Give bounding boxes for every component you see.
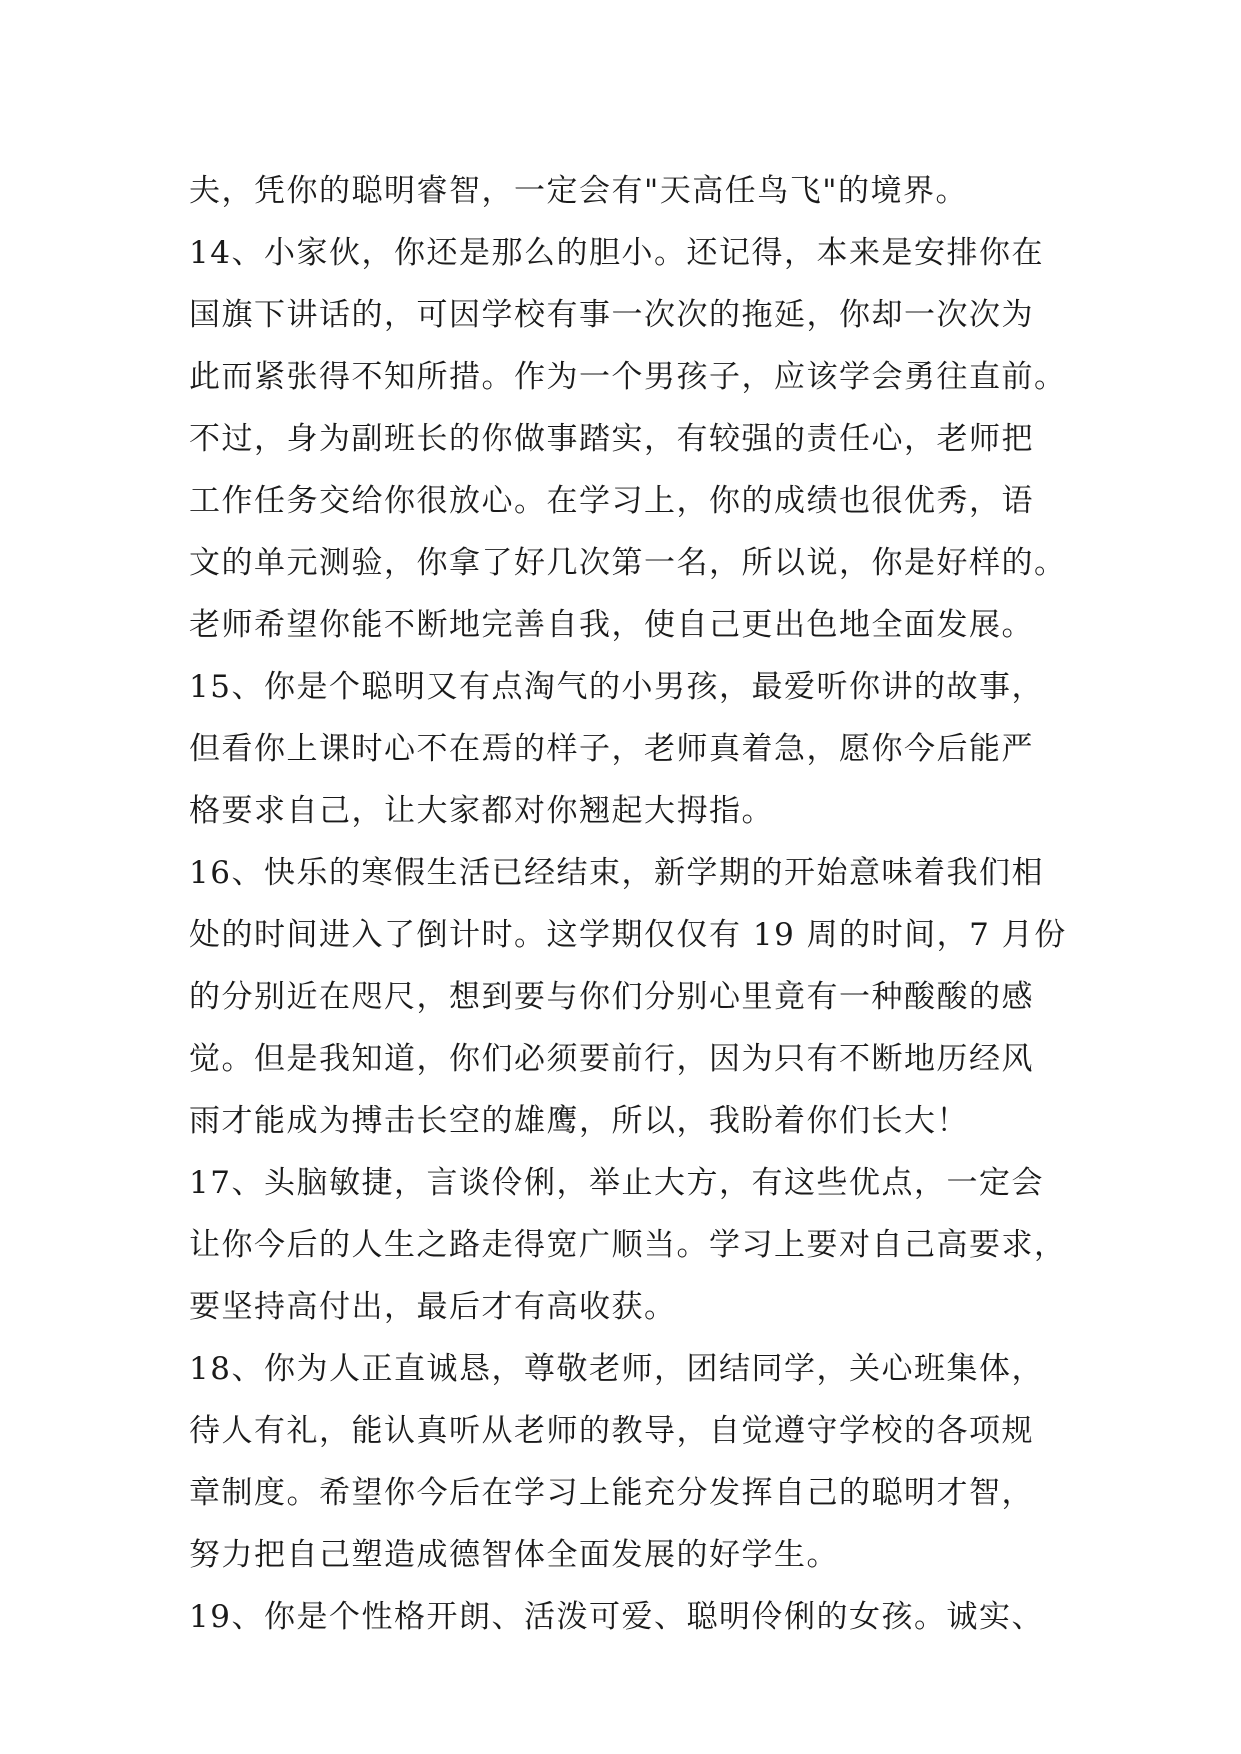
text-line: 要坚持高付出，最后才有高收获。 <box>189 1289 677 1325</box>
text-line: 夫，凭你的聪明睿智，一定会有"天高任鸟飞"的境界。 <box>189 173 969 209</box>
text-line: 14、小家伙，你还是那么的胆小。还记得，本来是安排你在 <box>189 235 1044 271</box>
text-line: 此而紧张得不知所措。作为一个男孩子，应该学会勇往直前。 <box>189 359 1067 395</box>
text-line: 觉。但是我知道，你们必须要前行，因为只有不断地历经风 <box>189 1041 1034 1077</box>
document-body <box>189 160 1069 1648</box>
text-line: 国旗下讲话的，可因学校有事一次次的拖延，你却一次次为 <box>189 297 1034 333</box>
text-line: 老师希望你能不断地完善自我，使自己更出色地全面发展。 <box>189 607 1034 643</box>
text-line: 但看你上课时心不在焉的样子，老师真着急，愿你今后能严 <box>189 731 1034 767</box>
text-line: 努力把自己塑造成德智体全面发展的好学生。 <box>189 1537 839 1573</box>
text-line: 待人有礼，能认真听从老师的教导，自觉遵守学校的各项规 <box>189 1413 1034 1449</box>
text-line: 16、快乐的寒假生活已经结束，新学期的开始意味着我们相 <box>189 855 1044 891</box>
text-line: 格要求自己，让大家都对你翘起大拇指。 <box>189 793 774 829</box>
text-line: 不过，身为副班长的你做事踏实，有较强的责任心，老师把 <box>189 421 1034 457</box>
text-line: 文的单元测验，你拿了好几次第一名，所以说，你是好样的。 <box>189 545 1067 581</box>
text-line: 处的时间进入了倒计时。这学期仅仅有 19 周的时间，7 月份 <box>189 917 1067 953</box>
text-line: 17、头脑敏捷，言谈伶俐，举止大方，有这些优点，一定会 <box>189 1165 1044 1201</box>
text-line: 雨才能成为搏击长空的雄鹰，所以，我盼着你们长大！ <box>189 1103 969 1139</box>
text-line: 工作任务交给你很放心。在学习上，你的成绩也很优秀，语 <box>189 483 1034 519</box>
text-line: 的分别近在咫尺，想到要与你们分别心里竟有一种酸酸的感 <box>189 979 1034 1015</box>
text-line: 章制度。希望你今后在学习上能充分发挥自己的聪明才智， <box>189 1475 1034 1511</box>
text-line: 15、你是个聪明又有点淘气的小男孩，最爱听你讲的故事， <box>189 669 1044 705</box>
text-line: 19、你是个性格开朗、活泼可爱、聪明伶俐的女孩。诚实、 <box>189 1599 1044 1635</box>
text-line: 18、你为人正直诚恳，尊敬老师，团结同学，关心班集体， <box>189 1351 1044 1387</box>
text-line: 让你今后的人生之路走得宽广顺当。学习上要对自己高要求， <box>189 1227 1067 1263</box>
